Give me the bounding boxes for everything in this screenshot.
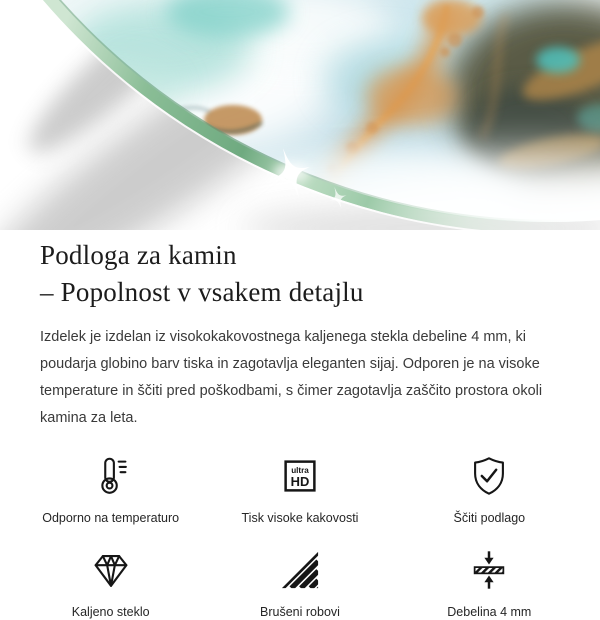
feature-label: Brušeni robovi	[260, 605, 340, 619]
feature-protects-surface	[395, 453, 584, 526]
polished-edges-icon	[277, 547, 323, 593]
ultra-hd-icon-text-top: ultra	[291, 466, 309, 476]
feature-polished-edges	[205, 547, 394, 620]
feature-temperature-resistant	[16, 453, 205, 526]
product-description: Izdelek je izdelan iz visokokakovostnega kaljenega stekla debeline 4 mm, ki poudarja globino barv tiska in zagotavlja eleganten sijaj. Odporen je na visoke temperature in ščiti pred poškodbami, s čimer zagotavlja zaščito prostora okoli kamina za leta.	[40, 329, 543, 426]
feature-thickness	[395, 547, 584, 620]
feature-print-quality	[205, 453, 394, 526]
product-info	[0, 237, 600, 620]
feature-label: Tisk visoke kakovosti	[241, 511, 359, 525]
feature-label: Kaljeno steklo	[71, 605, 150, 619]
ultra-hd-icon	[277, 453, 323, 499]
page-title-line2: – Popolnost v vsakem detajlu	[40, 277, 364, 307]
feature-label: Debelina 4 mm	[447, 605, 532, 619]
feature-label: Odporno na temperaturo	[42, 511, 180, 525]
diamond-icon	[88, 547, 134, 593]
page-title	[40, 237, 560, 311]
product-hero	[0, 0, 600, 230]
page-title-line1: Podloga za kamin	[40, 240, 237, 270]
feature-label: Ščiti podlago	[453, 511, 526, 525]
feature-tempered-glass	[16, 547, 205, 620]
features-grid	[16, 453, 584, 620]
glass-panel-photo	[0, 0, 600, 230]
thermometer-icon	[88, 453, 134, 499]
shield-check-icon	[466, 453, 512, 499]
ultra-hd-icon-text-bottom: HD	[290, 474, 310, 490]
thickness-arrows-icon	[466, 547, 512, 593]
